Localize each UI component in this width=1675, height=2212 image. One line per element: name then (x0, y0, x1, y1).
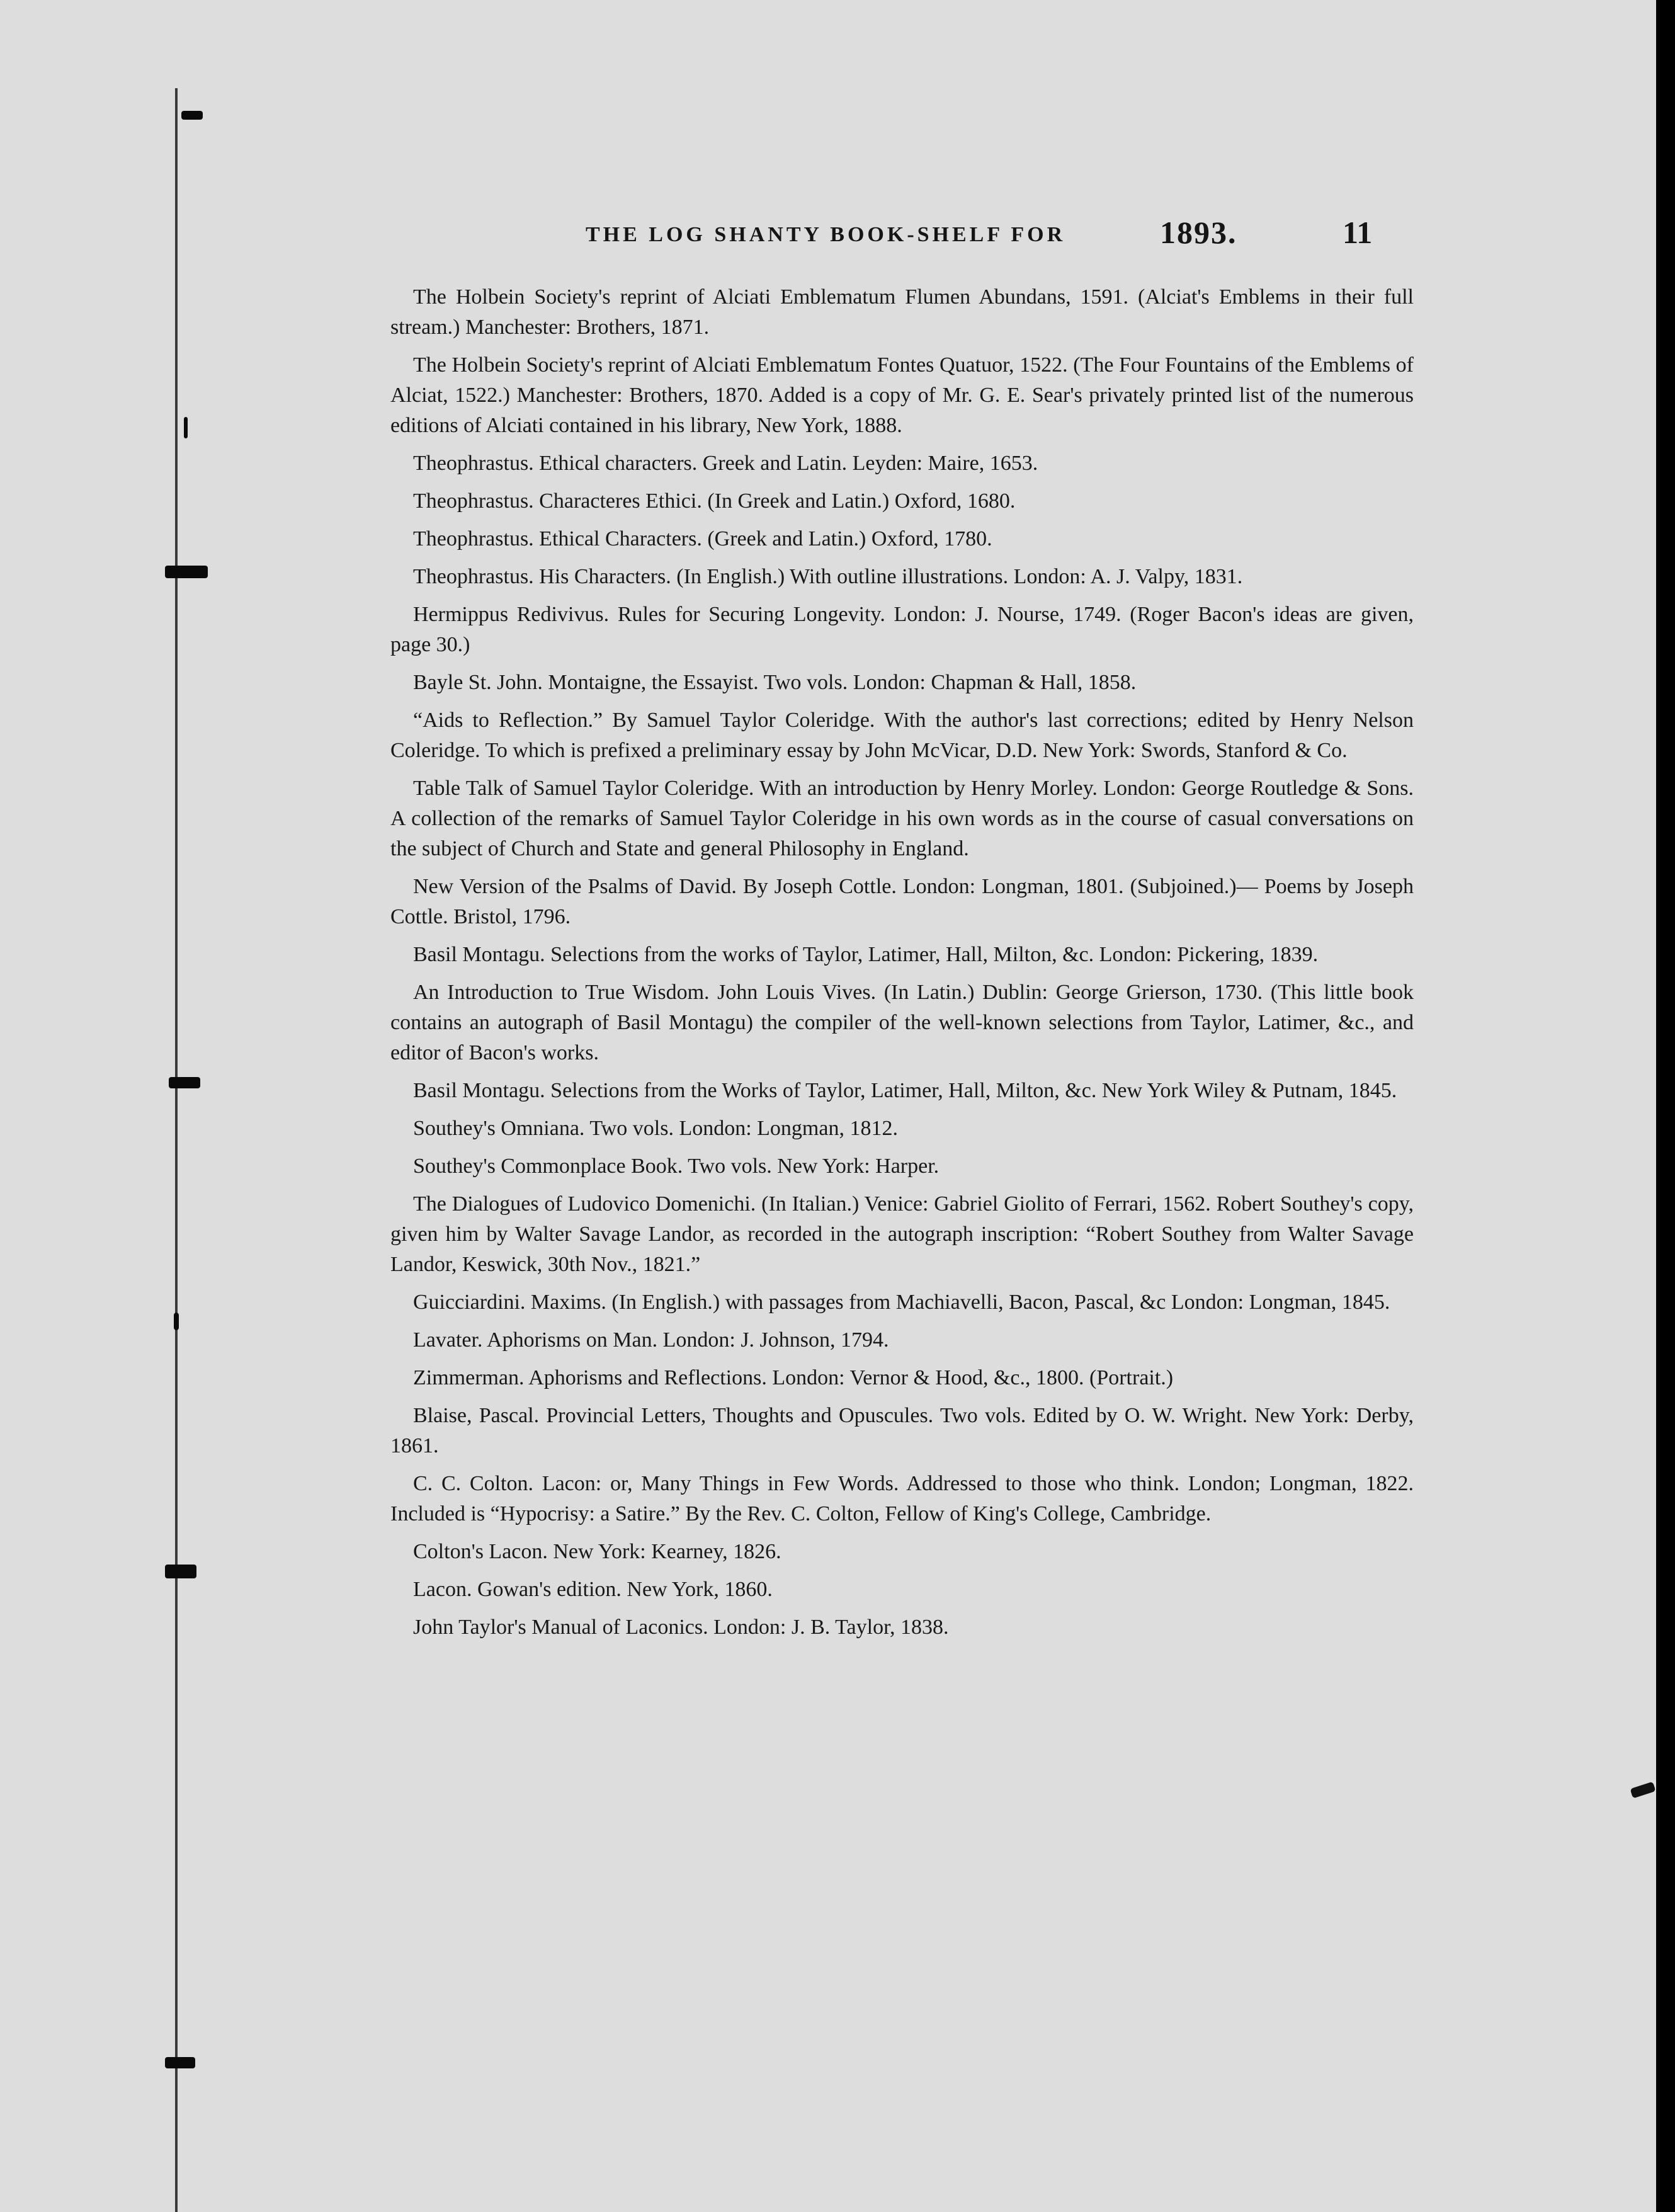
bibliography-entry: Theophrastus. His Characters. (In English.) With outline illustrations. London: A. J. Valpy, 1831. (413, 565, 1243, 588)
page-header (586, 214, 1417, 258)
bibliography-entry: Colton's Lacon. New York: Kearney, 1826. (413, 1540, 781, 1563)
page-number: 11 (1343, 215, 1373, 250)
binding-mark (184, 417, 188, 438)
bibliography-entry: The Dialogues of Ludovico Domenichi. (In Italian.) Venice: Gabriel Giolito of Ferrari, 1562. Robert Southey's copy, given him by Walter Savage Landor, as recorded in the autograph inscription: “Robert Southey from Walter Savage Landor, Keswick, 30th Nov., 1821.” (390, 1192, 1414, 1276)
bibliography-entry: Basil Montagu. Selections from the works of Taylor, Latimer, Hall, Milton, &c. London: Pickering, 1839. (413, 943, 1319, 966)
binding-mark (174, 1313, 179, 1330)
bibliography-entry: John Taylor's Manual of Laconics. London: J. B. Taylor, 1838. (413, 1616, 949, 1639)
bibliography-entry: New Version of the Psalms of David. By Joseph Cottle. London: Longman, 1801. (Subjoined.)— Poems by Joseph Cottle. Bristol, 1796. (390, 875, 1414, 928)
bibliography-entry: “Aids to Reflection.” By Samuel Taylor Coleridge. With the author's last corrections; edited by Henry Nelson Coleridge. To which is prefixed a preliminary essay by John McVicar, D.D. New York: Swords, Stanford & Co. (390, 709, 1414, 762)
binding-mark (165, 1565, 196, 1578)
bibliography-entry: Theophrastus. Ethical Characters. (Greek and Latin.) Oxford, 1780. (413, 527, 992, 550)
bibliography-entry: Theophrastus. Ethical characters. Greek and Latin. Leyden: Maire, 1653. (413, 452, 1038, 475)
bibliography-list (390, 282, 1414, 1650)
running-title: THE LOG SHANTY BOOK-SHELF FOR (586, 223, 1066, 246)
bibliography-entry: The Holbein Society's reprint of Alciati Emblematum Flumen Abundans, 1591. (Alciat's Emblems in their full stream.) Manchester: Brothers, 1871. (390, 285, 1414, 339)
page-binding-edge (175, 88, 178, 2212)
bibliography-entry: An Introduction to True Wisdom. John Louis Vives. (In Latin.) Dublin: George Grierson, 1730. (This little book contains an autograph of Basil Montagu) the compiler of the well-known selections from Taylor, Latimer, &c., and editor of Bacon's works. (390, 981, 1414, 1064)
binding-mark (181, 111, 203, 120)
bibliography-entry: Guicciardini. Maxims. (In English.) with passages from Machiavelli, Bacon, Pascal, &c London: Longman, 1845. (413, 1291, 1390, 1314)
bibliography-entry: Southey's Commonplace Book. Two vols. New York: Harper. (413, 1154, 940, 1178)
bibliography-entry: Hermippus Redivivus. Rules for Securing Longevity. London: J. Nourse, 1749. (Roger Bacon's ideas are given, page 30.) (390, 603, 1414, 656)
bibliography-entry: Lacon. Gowan's edition. New York, 1860. (413, 1578, 773, 1601)
bibliography-entry: Bayle St. John. Montaigne, the Essayist. Two vols. London: Chapman & Hall, 1858. (413, 671, 1137, 694)
bibliography-entry: Basil Montagu. Selections from the Works of Taylor, Latimer, Hall, Milton, &c. New York Wiley & Putnam, 1845. (413, 1079, 1397, 1102)
bibliography-entry: Zimmerman. Aphorisms and Reflections. London: Vernor & Hood, &c., 1800. (Portrait.) (413, 1366, 1174, 1389)
bibliography-entry: The Holbein Society's reprint of Alciati Emblematum Fontes Quatuor, 1522. (The Four Fountains of the Emblems of Alciat, 1522.) Manchester: Brothers, 1870. Added is a copy of Mr. G. E. Sear's privately printed list of the numerous editions of Alciati contained in his library, New York, 1888. (390, 353, 1414, 437)
bibliography-entry: Theophrastus. Characteres Ethici. (In Greek and Latin.) Oxford, 1680. (413, 489, 1016, 513)
binding-mark (165, 566, 208, 578)
binding-mark (165, 2057, 195, 2068)
scan-speck (1630, 1782, 1655, 1799)
bibliography-entry: Blaise, Pascal. Provincial Letters, Thoughts and Opuscules. Two vols. Edited by O. W. Wright. New York: Derby, 1861. (390, 1404, 1414, 1457)
bibliography-entry: C. C. Colton. Lacon: or, Many Things in Few Words. Addressed to those who think. London; Longman, 1822. Included is “Hypocrisy: a Satire.” By the Rev. C. Colton, Fellow of King's College, Cambridge. (390, 1472, 1414, 1525)
binding-mark (169, 1077, 200, 1088)
header-year: 1893. (1160, 215, 1237, 250)
bibliography-entry: Southey's Omniana. Two vols. London: Longman, 1812. (413, 1117, 898, 1140)
bibliography-entry: Table Talk of Samuel Taylor Coleridge. With an introduction by Henry Morley. London: George Routledge & Sons. A collection of the remarks of Samuel Taylor Coleridge in his own words as in the course of casual conversations on the subject of Church and State and general Philosophy in England. (390, 777, 1414, 860)
bibliography-entry: Lavater. Aphorisms on Man. London: J. Johnson, 1794. (413, 1328, 889, 1352)
